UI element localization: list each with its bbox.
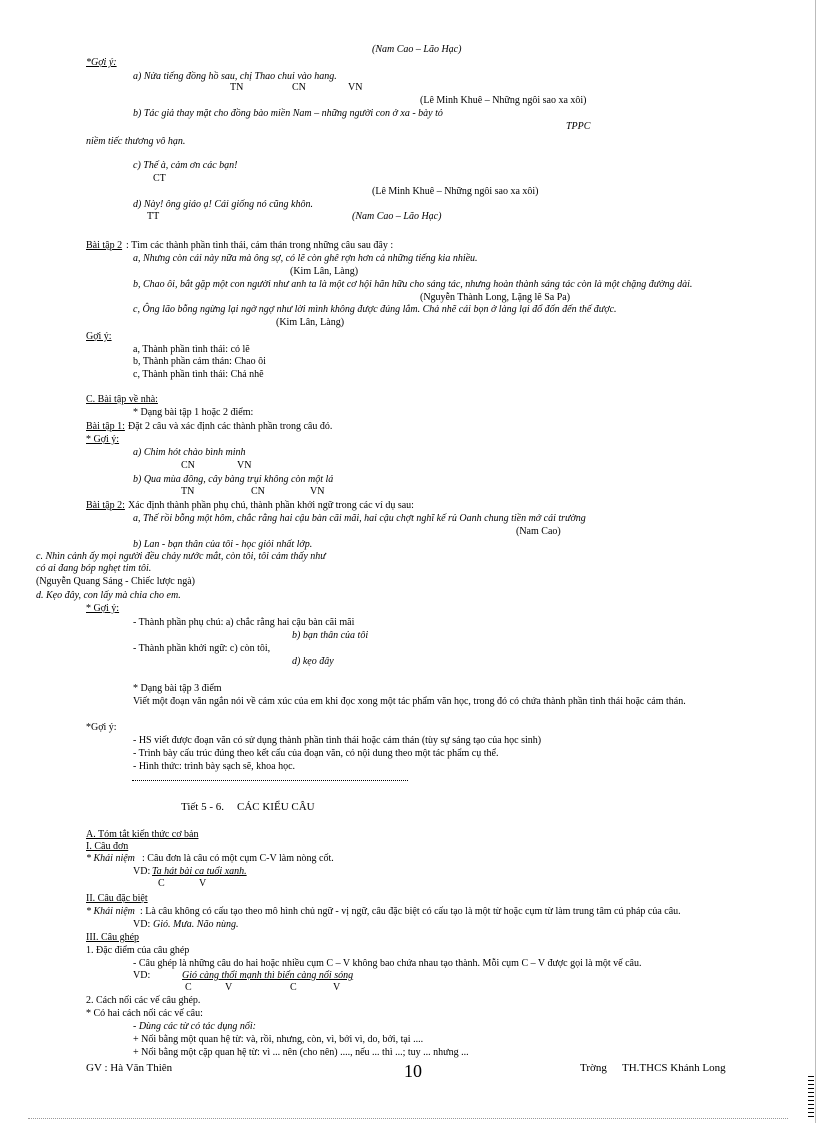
answer-line: - Thành phần khởi ngữ: c) còn tôi, [133, 643, 271, 654]
example-sentence: có ai đang bóp nghẹt tim tôi. [36, 563, 152, 574]
definition-text: : Câu đơn là câu có một cụm C-V làm nòng cốt. [142, 853, 334, 864]
exercise-title: Bài tập 2: [86, 500, 125, 511]
hint-heading: * Gợi ý: [86, 434, 120, 445]
example-sentence: c. Nhìn cảnh ấy mọi người đều chảy nước mắt, còn tôi, tôi cảm thấy như [36, 551, 326, 562]
definition-label: * Khái niệm [86, 853, 135, 864]
footer-teacher: GV : Hà Văn Thiên [86, 1062, 173, 1074]
example-sentence: Gió càng thổi mạnh thì biển càng nổi sóng [182, 970, 354, 981]
grammar-label: V [199, 878, 207, 889]
grammar-label: CT [153, 173, 166, 184]
lesson-number: Tiết 5 - 6. [181, 801, 224, 813]
grammar-label: CN [181, 460, 195, 471]
exercise-prompt: Xác định thành phần phụ chú, thành phần khởi ngữ trong các ví dụ sau: [128, 500, 414, 511]
footer-school-prefix: Trờng [580, 1062, 607, 1074]
grammar-label: CN [251, 486, 265, 497]
citation: (Nam Cao) [516, 526, 561, 537]
definition-label: * Khái niệm [86, 906, 135, 917]
example-label: VD: [133, 919, 151, 930]
citation: (Nguyễn Quang Sáng - Chiếc lược ngà) [36, 576, 195, 587]
point-heading: 1. Đặc điểm của câu ghép [86, 945, 190, 956]
point-heading: 2. Cách nối các vế câu ghép. [86, 995, 201, 1006]
example-sentence: d) Này! ông giáo ạ! Cái giống nó cũng khôn. [133, 199, 313, 210]
bottom-dotted-border [28, 1118, 788, 1119]
citation: (Nguyễn Thành Long, Lặng lẽ Sa Pa) [420, 292, 571, 303]
definition-text: - Câu ghép là những câu do hai hoặc nhiều cụm C – V không bao chứa nhau tạo thành. Mỗi cụm C – V được gọi là một vế câu. [133, 958, 642, 969]
grammar-label: C [158, 878, 165, 889]
example-sentence: b) Tác giả thay mặt cho đồng bào miền Nam – những người con ở xa - bày tỏ [133, 108, 443, 119]
corner-tick-marks [808, 1076, 814, 1120]
answer-line: - Trình bày cấu trúc đúng theo kết cấu của đoạn văn, có nội dung theo một tác phẩm cụ thể. [133, 748, 499, 759]
example-sentence: c) Thế à, cảm ơn các bạn! [133, 160, 238, 171]
lesson-title: CÁC KIỂU CÂU [237, 801, 315, 813]
answer-line: - Hình thức: trình bày sạch sẽ, khoa học. [133, 761, 296, 772]
example-sentence: Gió. Mưa. Não nùng. [153, 919, 239, 930]
page-number: 10 [404, 1061, 422, 1081]
section-heading: C. Bài tập về nhà: [86, 394, 158, 405]
grammar-label: C [290, 982, 297, 993]
citation: (Nam Cao – Lão Hạc) [372, 44, 462, 55]
dotted-separator [132, 780, 408, 781]
grammar-label: VN [310, 486, 325, 497]
example-sentence: a) Nửa tiếng đồng hồ sau, chị Thao chui vào hang. [133, 71, 337, 82]
answer-line: - HS viết được đoạn văn có sử dụng thành phần tình thái hoặc cảm thán (tùy sự sáng tạo của học sinh) [133, 735, 542, 746]
citation: (Kim Lân, Làng) [290, 266, 359, 277]
hint-heading: Gợi ý: [86, 331, 112, 342]
example-sentence: b, Chao ôi, bắt gặp một con người như anh ta là một cơ hội hãn hữu cho sáng tác, nhưng hoàn thành sáng tác còn là một chặng đường dài. [133, 279, 693, 290]
example-label: VD: [133, 970, 151, 981]
answer-line: c, Thành phần tình thái: Chả nhẽ [133, 369, 264, 380]
grammar-label: TT [147, 211, 160, 222]
grammar-label: TPPC [566, 121, 591, 132]
example-sentence: niềm tiếc thương vô hạn. [86, 136, 186, 147]
answer-line: b, Thành phần cảm thán: Chao ôi [133, 356, 266, 367]
grammar-label: V [225, 982, 233, 993]
section-heading: A. Tóm tắt kiến thức cơ bản [86, 829, 199, 840]
definition-text: : Là câu không có cấu tạo theo mô hình chủ ngữ - vị ngữ, câu đặc biệt có cấu tạo là một từ hoặc cụm từ làm trung tâm cú pháp của câu. [140, 906, 681, 917]
grammar-label: TN [230, 82, 244, 93]
example-sentence: a) Chim hót chào bình minh [133, 447, 246, 458]
subsection-heading: III. Câu ghép [86, 932, 140, 943]
citation: (Nam Cao – Lão Hạc) [352, 211, 442, 222]
hint-heading: *Gợi ý: [86, 722, 117, 733]
example-sentence: a, Nhưng còn cái này nữa mà ông sợ, có lẽ còn ghê rợn hơn cả những tiếng kia nhiều. [133, 253, 478, 264]
grammar-label: C [185, 982, 192, 993]
example-sentence: b) Qua mùa đông, cây bàng trụi không còn một lá [133, 474, 334, 485]
example-sentence: d. Kẹo đây, con lấy mà chia cho em. [36, 590, 181, 601]
example-sentence: b) Lan - bạn thân của tôi - học giỏi nhất lớp. [133, 539, 313, 550]
list-item: + Nối bằng một quan hệ từ: và, rồi, nhưng, còn, vì, bởi vì, do, bởi, tại .... [133, 1034, 424, 1045]
example-sentence: c, Ông lão bỗng ngừng lại ngờ ngợ như lời mình không được đúng lắm. Chả nhẽ cái bọn ở làng lại đổ đốn đến thế được. [133, 304, 617, 315]
subsection-heading: II. Câu đặc biệt [86, 893, 148, 904]
grammar-label: V [333, 982, 341, 993]
list-item: + Nối bằng một cặp quan hệ từ: vì ... nên (cho nên) ...., nếu ... thì ...; tuy ... nhưng ... [133, 1047, 469, 1058]
exercise-type: * Dạng bài tập 1 hoặc 2 điểm: [133, 407, 254, 418]
answer-line: b) bạn thân của tôi [292, 630, 369, 641]
citation: (Lê Minh Khuê – Những ngôi sao xa xôi) [372, 186, 539, 197]
exercise-title: Bài tập 1: [86, 421, 125, 432]
answer-line: - Thành phần phụ chú: a) chắc rằng hai cậu bàn cãi mãi [133, 617, 355, 628]
citation: (Lê Minh Khuê – Những ngôi sao xa xôi) [420, 95, 587, 106]
example-label: VD: [133, 866, 151, 877]
example-sentence: a, Thế rồi bỗng một hôm, chắc rằng hai cậu bàn cãi mãi, hai cậu chợt nghĩ kế rủ Oanh chung tiền mở cái trường [133, 513, 586, 524]
exercise-type: * Dạng bài tập 3 điểm [133, 683, 222, 694]
grammar-label: TN [181, 486, 195, 497]
point-heading: * Có hai cách nối các vế câu: [86, 1008, 203, 1019]
exercise-prompt: : Tìm các thành phần tình thái, cảm thán trong những câu sau đây : [126, 240, 394, 251]
grammar-label: VN [237, 460, 252, 471]
exercise-title: Bài tập 2 [86, 240, 123, 251]
subsection-heading: I. Câu đơn [86, 841, 129, 852]
hint-heading: *Gợi ý: [86, 57, 117, 68]
citation: (Kim Lân, Làng) [276, 317, 345, 328]
answer-line: d) kẹo đây [292, 656, 334, 667]
answer-line: a, Thành phần tình thái: có lẽ [133, 344, 250, 355]
hint-heading: * Gợi ý: [86, 603, 120, 614]
grammar-label: CN [292, 82, 306, 93]
list-item: - Dùng các từ có tác dụng nối: [133, 1021, 256, 1032]
example-sentence: Ta hát bài ca tuổi xanh. [152, 866, 247, 877]
exercise-prompt: Viết một đoạn văn ngắn nói về cảm xúc của em khi đọc xong một tác phẩm văn học, trong đó có chứa thành phần tình thái hoặc cảm thán. [133, 696, 686, 707]
grammar-label: VN [348, 82, 363, 93]
footer-school: TH.THCS Khánh Long [622, 1062, 726, 1074]
exercise-prompt: Đặt 2 câu và xác định các thành phần trong câu đó. [128, 421, 333, 432]
